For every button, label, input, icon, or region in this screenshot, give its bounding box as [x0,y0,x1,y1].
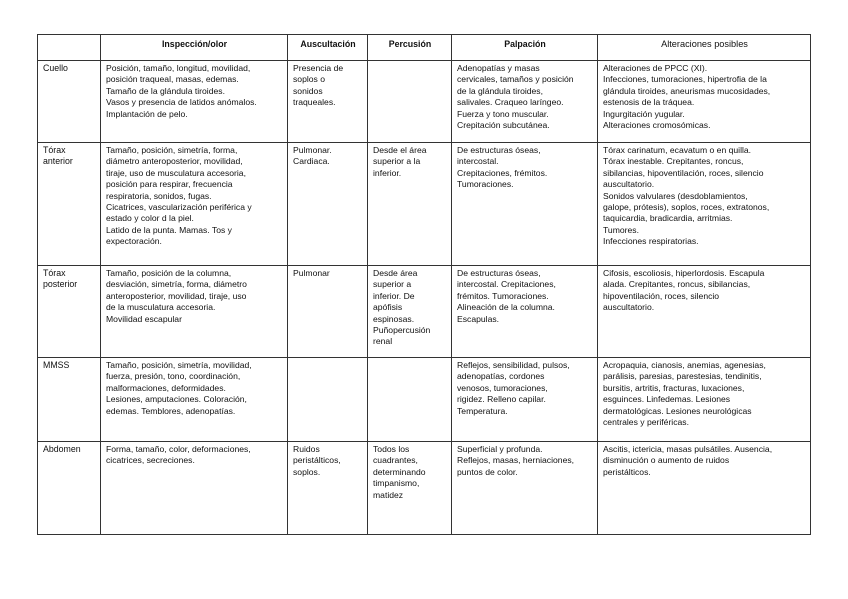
cell-inspeccion [101,61,288,143]
cell-auscultacion [288,358,368,442]
cell-line: Alineación de la columna. [457,302,555,313]
cell-line: bursitis, artritis, fracturas, luxaciones, [603,382,745,393]
cell-alteraciones [598,143,811,266]
cell-line: Ruidos [293,444,320,454]
cell-line: Crepitaciones, frémitos. [457,167,548,178]
cell-line: Acropaquia, cianosis, anemias, agenesias, [603,360,766,370]
cell-line: inferior. De [373,290,415,301]
cell-inspeccion [101,442,288,535]
cell-line: Tamaño, posición, simetría, movilidad, [106,360,252,370]
cell-line: auscultatorio. [603,302,655,313]
cell-line: alada. Crepitantes, roncus, sibilancias, [603,279,751,290]
cell-line: peristálticos. [603,466,651,477]
cell-line: estado y color d la piel. [106,213,194,224]
cell-auscultacion [288,442,368,535]
cell-line: anterior [43,156,73,167]
cell-line: Infecciones, tumoraciones, hipertrofia de la [603,74,767,85]
cell-line: dermatológicas. Lesiones neurológicas [603,405,752,416]
cell-line: Tórax [43,268,66,278]
cell-line: adenopatías, cordones [457,371,545,382]
cell-line: superior a [373,279,412,290]
row-label [38,266,101,358]
header-inspeccion: Inspección/olor [101,35,288,61]
cell-line: apófisis [373,302,403,313]
cell-line: espinosas. [373,313,415,324]
table-row [38,442,811,535]
cell-line: puntos de color. [457,466,518,477]
cell-line: renal [373,336,393,347]
cell-line: fuerza, presión, tono, coordinación, [106,371,241,382]
cell-line: matidez [373,489,404,500]
cell-percusion [368,358,452,442]
cell-line: Puñopercusión [373,325,431,336]
table-body [38,61,811,535]
cell-inspeccion [101,143,288,266]
cell-line: Alteraciones cromosómicas. [603,120,711,131]
cell-line: Tórax inestable. Crepitantes, roncus, [603,156,744,167]
cell-line: Movilidad escapular [106,313,182,324]
cell-line: respiratoria, sonidos, fugas. [106,190,212,201]
cell-percusion [368,442,452,535]
cell-line: Tórax carinatum, ecavatum o en quilla. [603,145,752,155]
cell-line: expectoración. [106,236,162,247]
header-percusion: Percusión [368,35,452,61]
cell-line: parálisis, paresias, parestesias, tendinitis, [603,371,762,382]
cell-line: Presencia de [293,63,344,73]
cell-line: anteroposterior, movilidad, tiraje, uso [106,290,247,301]
cell-line: Cicatrices, vascularización periférica y [106,202,252,213]
cell-line: desviación, simetría, forma, diámetro [106,279,247,290]
cell-line: Forma, tamaño, color, deformaciones, [106,444,251,454]
cell-palpacion [452,61,598,143]
cell-line: intercostal. [457,156,499,167]
cell-line: Posición, tamaño, longitud, movilidad, [106,63,251,73]
cell-line: peristálticos, [293,455,341,466]
cell-line: traqueales. [293,97,336,108]
cell-line: disminución o aumento de ruidos [603,455,730,466]
cell-line: malformaciones, deformidades. [106,382,226,393]
cell-line: Tamaño de la glándula tiroides. [106,85,225,96]
cell-line: superior a la [373,156,421,167]
cell-auscultacion [288,266,368,358]
cell-line: Tamaño, posición, simetría, forma, [106,145,238,155]
cell-line: Fuerza y tono muscular. [457,108,549,119]
cell-line: inferior. [373,167,402,178]
physical-exam-table [37,34,811,535]
row-label [38,143,101,266]
cell-line: esguinces. Linfedemas. Lesiones [603,394,731,405]
cell-line: edemas. Temblores, adenopatías. [106,405,236,416]
cell-line: sonidos [293,85,323,96]
cell-line: Pulmonar [293,268,330,278]
header-row [38,35,811,61]
cell-line: Tórax [43,145,66,155]
table-row [38,358,811,442]
cell-line: Temperatura. [457,405,508,416]
cell-percusion [368,143,452,266]
cell-line: Reflejos, sensibilidad, pulsos, [457,360,570,370]
cell-line: Escapulas. [457,313,500,324]
cell-line: Abdomen [43,444,81,454]
cell-line: Latido de la punta. Mamas. Tos y [106,224,232,235]
cell-line: de la glándula tiroides, [457,85,543,96]
cell-line: rigidez. Relleno capilar. [457,394,546,405]
cell-alteraciones [598,358,811,442]
cell-line: timpanismo, [373,478,420,489]
cell-line: De estructuras óseas, [457,268,541,278]
cell-line: frémitos. Tumoraciones. [457,290,549,301]
cell-line: posterior [43,279,78,290]
cell-alteraciones [598,266,811,358]
cell-line: Sonidos valvulares (desdoblamientos, [603,190,748,201]
cell-line: Alteraciones de PPCC (XI). [603,63,708,73]
cell-palpacion [452,358,598,442]
cell-line: Tumoraciones. [457,179,514,190]
table-row [38,143,811,266]
row-label [38,61,101,143]
cell-percusion [368,61,452,143]
cell-line: Ascitis, ictericia, masas pulsátiles. Ausencia, [603,444,773,454]
cell-line: cervicales, tamaños y posición [457,74,574,85]
cell-line: glándula tiroides, aneurismas mucosidades, [603,85,771,96]
cell-line: Tumores. [603,224,639,235]
cell-line: Tamaño, posición de la columna, [106,268,232,278]
header-palpacion: Palpación [452,35,598,61]
cell-inspeccion [101,266,288,358]
cell-line: sibilancias, hipoventilación, roces, silencio [603,167,764,178]
cell-auscultacion [288,143,368,266]
cell-line: cicatrices, secreciones. [106,455,195,466]
cell-percusion [368,266,452,358]
table-row [38,266,811,358]
cell-line: de la musculatura accesoria. [106,302,216,313]
cell-line: taquicardia, bradicardia, arritmias. [603,213,733,224]
header-alteraciones: Alteraciones posibles [598,35,811,61]
cell-line: hipoventilación, roces, silencio [603,290,720,301]
cell-palpacion [452,442,598,535]
row-label [38,358,101,442]
cell-alteraciones [598,442,811,535]
cell-line: Cifosis, escoliosis, hiperlordosis. Escapula [603,268,765,278]
cell-line: intercostal. Crepitaciones, [457,279,556,290]
header-region [38,35,101,61]
cell-line: soplos o [293,74,326,85]
cell-line: determinando [373,466,426,477]
cell-line: Todos los [373,444,410,454]
cell-line: Adenopatías y masas [457,63,540,73]
cell-line: Reflejos, masas, herniaciones, [457,455,575,466]
cell-line: tiraje, uso de musculatura accesoria, [106,167,246,178]
row-label [38,442,101,535]
cell-line: Infecciones respiratorias. [603,236,699,247]
cell-line: Crepitación subcutánea. [457,120,550,131]
cell-line: cuadrantes, [373,455,418,466]
cell-line: De estructuras óseas, [457,145,541,155]
cell-line: venosos, tumoraciones, [457,382,548,393]
cell-line: galope, prótesis), soplos, roces, extratonos, [603,202,770,213]
cell-line: Pulmonar. [293,145,332,155]
cell-line: Cuello [43,63,68,73]
cell-line: diámetro anteroposterior, movilidad, [106,156,243,167]
cell-line: posición traqueal, masas, edemas. [106,74,239,85]
cell-line: soplos. [293,466,321,477]
cell-inspeccion [101,358,288,442]
table-row [38,61,811,143]
cell-line: salivales. Craqueo laríngeo. [457,97,564,108]
cell-line: Ingurgitación yugular. [603,108,685,119]
cell-palpacion [452,266,598,358]
cell-line: Cardiaca. [293,156,330,167]
cell-line: posición para respirar, frecuencia [106,179,233,190]
cell-line: Lesiones, amputaciones. Coloración, [106,394,247,405]
cell-alteraciones [598,61,811,143]
header-auscultacion: Auscultación [288,35,368,61]
cell-line: Vasos y presencia de latidos anómalos. [106,97,257,108]
cell-auscultacion [288,61,368,143]
cell-line: Implantación de pelo. [106,108,188,119]
cell-line: MMSS [43,360,70,370]
cell-line: Superficial y profunda. [457,444,543,454]
cell-line: centrales y periféricas. [603,417,689,428]
cell-palpacion [452,143,598,266]
cell-line: auscultatorio. [603,179,655,190]
cell-line: Desde área [373,268,418,278]
cell-line: Desde el área [373,145,427,155]
cell-line: estenosis de la tráquea. [603,97,695,108]
